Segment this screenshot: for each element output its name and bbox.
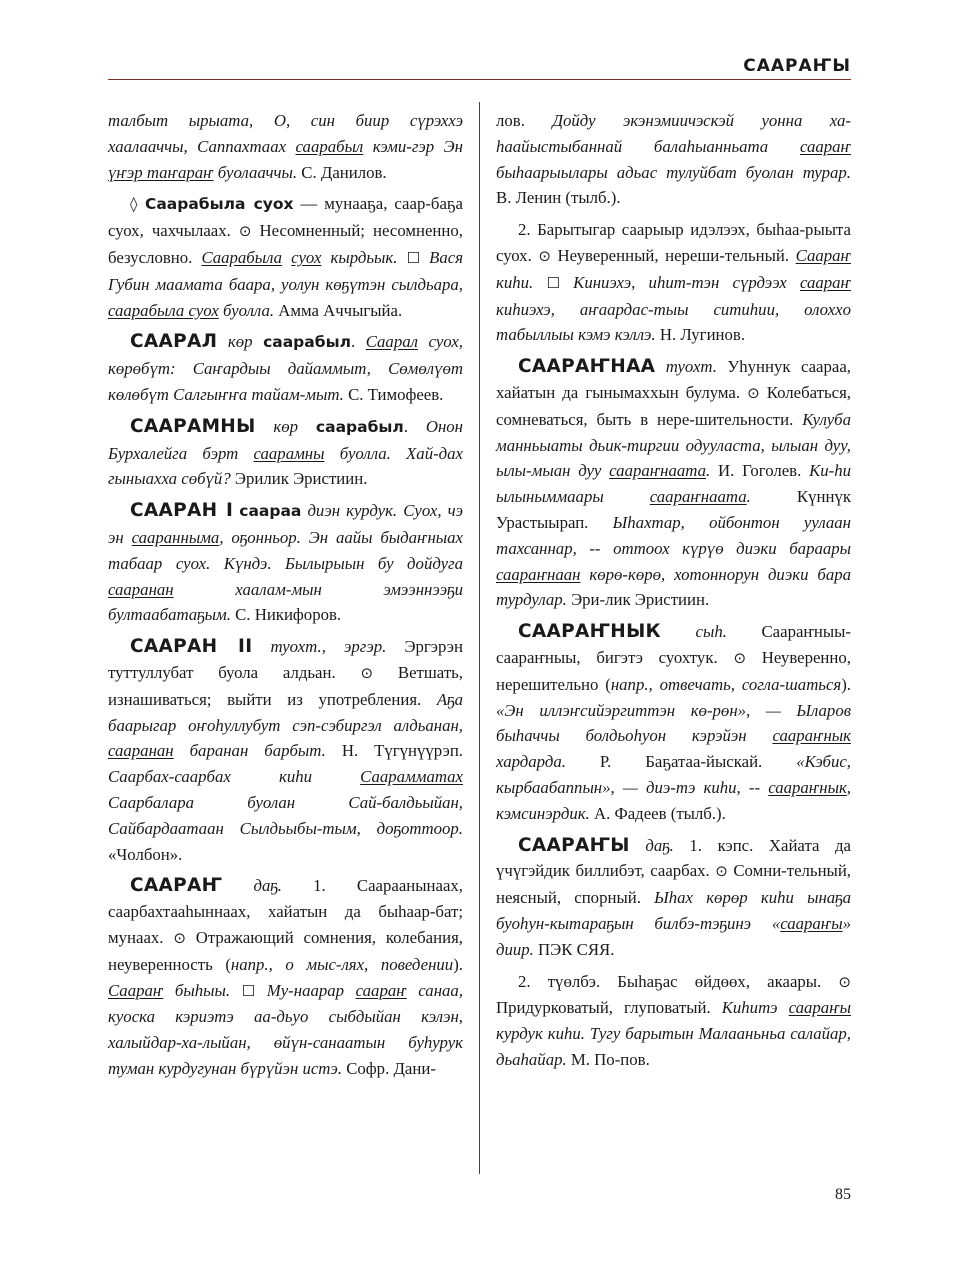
circle-dot-icon: ⊙	[360, 663, 374, 682]
header-rule	[108, 79, 851, 80]
entry-saarangy: СААРАҤЫ даҕ. 1. кэпс. Хайата да үчүгэйдик биллибэт, саарбах. ⊙ Сомни-тельный, неясный, спорный. Ыһах көрөр киһи ынаҕа буоһун-кытараҕын билбэ-тэҕинэ «саараҥы» диир. ПЭК СЯЯ.	[496, 834, 852, 959]
left-column	[108, 108, 463, 1088]
entry-saarangy-sense-2: 2. түөлбэ. Быһаҕас өйдөөх, акаары. ⊙ Придурковатый, глуповатый. Киһитэ саараҥы курдук киһи. Тугу барытын Малааньньа салайар, дьаһайар. М. По-пов.	[496, 971, 852, 1069]
column-divider	[479, 102, 480, 1174]
circle-dot-icon: ⊙	[838, 972, 851, 991]
entry-saarangnyk: СААРАҤНЫК сыһ. Саараҥныы-саараҥныы, бигэтэ суохтук. ⊙ Неуверенно, нерешительно (напр., отвечать, согла-шаться). «Эн иллэҥсийэргиттэн кө-рөн», — Ыларов быһаччы болдьоһуон кэрэйэн саараҥнык хардарда. Р. Баҕатаа-йыскай. «Кэбис, кырбаабаппын», — диэ-тэ киһи, -- саараҥнык, кэмсинэрдик. А. Фадеев (тылб.).	[496, 621, 851, 823]
entry-saaral: СААРАЛ көр саарабыл. Саарал суох, көрөбүт: Саҥардыы дайаммыт, Сөмөлүөт көлөбүт Салгыҥҥа тайам-мыт. С. Тимофеев.	[108, 331, 463, 404]
entry-saarang-sense-2: 2. Барытыгар саарыыр идэлээх, быһаа-рыыта суох. ⊙ Неуверенный, нереши-тельный. Саараҥ киһи. ☐ Киниэхэ, иһит-тэн сүрдээх саараҥ киһиэхэ, аҥаардас-тыы ситиһии, олохxо табыллыы кэмэ кэллэ. Н. Лугинов.	[496, 220, 851, 345]
entry-saarabyla-suox: ◊ Саарабыла суох — мунааҕа, саар-баҕа суох, чахчылаах. ⊙ Несомненный; несомненно, безусловно. Саарабыла суох кырдьык. ☐ Вася Губин маамата баара, уолун көҕүтэн сылдьара, саарабыла суох буолла. Амма Аччыгыйа.	[108, 194, 464, 320]
entry-saarang: СААРАҤ даҕ. 1. Саараанынааx, саарбахтааһыннаах, хайатын да быһаар-бат; мунаах. ⊙ Отражающий сомнения, колебания, неуверенность (напр., о мыс-лях, поведении). Саараҥ быһыы. ☐ Му-наарар саараҥ санаа, куоска кэриэтэ аа-дьуо сыбдыйан кэлэн, халыйдар-ха-лыйан, өйүн-санаатын буһурук туман курдугунан бүрүйэн истэ. Софр. Дани-	[108, 875, 463, 1078]
entry-saaran-1: СААРАН I саараа диэн курдук. Суох, чэ эн сааранныма, оҕонньор. Эн аайы быдаҥныах табаар суох. Күндэ. Былырыын бу дойдуга сааранан хаалам-мын эмээннээҕи бултаабатаҕым. С. Никифоров.	[108, 500, 464, 625]
circle-dot-icon: ⊙	[238, 222, 252, 241]
circle-dot-icon: ⊙	[715, 862, 728, 881]
circle-dot-icon: ⊙	[733, 648, 747, 667]
entry-saarangnaa: СААРАҤНАА туохт. Уһуннук саараа, хайатын да гынымаххын булума. ⊙ Колебаться, сомневаться, быть в нере-шительности. Кулуба манньыаты дьик-тиргии одууласта, ылыан дуу, ылы-мыан дуу саараҥнаата. И. Гоголев. Ки-һи ылыныммаары саараҥнаата. Күннүк Урастыырап. Ыһахтар, ойбонтон уулаан тахсаннар, -- оттоох күрүө диэки бараары саараҥнаан көрө-көрө, хотоннорун диэки бара турдулар. Эри-лик Эристиин.	[496, 356, 851, 610]
box-icon: ☐	[241, 981, 256, 1000]
box-icon: ☐	[546, 273, 560, 292]
entry-saaran-2: СААРАН II туохт., эргэр. Эргэрэн туттуллубат буола алдьан. ⊙ Ветшать, изнашиваться; выйти из употребления. Аҕа баарыгар оҥоһуллубут сэп-сэбиргэл алдьанан, сааранан баранан барбыт. Н. Түгүнүүрэп. Саарбах-саарбах киһи Саарамматах Саарбалара буолан Сай-балдьыйан, Сайбардаатаан Сылдьыбы-тым, доҕоттоор. «Чолбон».	[108, 636, 464, 864]
right-column	[496, 108, 851, 1079]
running-title: СААРАҤЫ	[743, 56, 851, 76]
entry-continuation: талбыт ырыата, О, син биир сүрэххэ хаалааччы, Саппахтаах саарабыл кэми-гэр Эн үҥэр таҥараҥ буолааччы. С. Данилов.	[108, 111, 463, 182]
circle-dot-icon: ⊙	[747, 383, 760, 402]
circle-dot-icon: ⊙	[538, 246, 551, 265]
entry-saarang-continuation: лов. Дойду экэнэмиичэскэй уонна ха-һаайыстыбаннай балаһыанньата саараҥ быһаарыылары адьас тулуйбат буолан турар. В. Ленин (тылб.).	[496, 111, 851, 208]
box-icon: ☐	[406, 248, 421, 267]
entry-saaramny: СААРАМНЫ көр саарабыл. Онон Бурхалейга бэрт саарамны буолла. Хай-дах гыныахха сөбүй? Эрилик Эристиин.	[108, 415, 464, 489]
circle-dot-icon: ⊙	[173, 928, 186, 947]
page-number: 85	[835, 1186, 851, 1203]
